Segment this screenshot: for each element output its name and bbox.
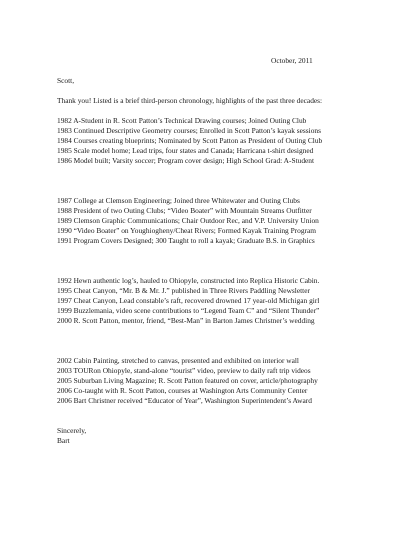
- chronology-entry: 1991 Program Covers Designed; 300 Taught to roll a kayak; Graduate B.S. in Graphics: [57, 236, 315, 245]
- chronology-entry: 2002 Cabin Painting, stretched to canvas, presented and exhibited on interior wall: [57, 356, 299, 365]
- chronology-entry: 1982 A-Student in R. Scott Patton’s Technical Drawing courses; Joined Outing Club: [57, 116, 307, 125]
- chronology-entry: 2005 Suburban Living Magazine; R. Scott Patton featured on cover, article/photography: [57, 376, 318, 385]
- chronology-entry: 1984 Courses creating blueprints; Nominated by Scott Patton as President of Outing Club: [57, 136, 323, 145]
- signature: Bart: [57, 436, 70, 445]
- chronology-entry: 2006 Co-taught with R. Scott Patton, courses at Washington Arts Community Center: [57, 386, 308, 395]
- chronology-block-1987-1991: [57, 196, 319, 246]
- chronology-entry: 1992 Hewn authentic log’s, hauled to Ohiopyle, constructed into Replica Historic Cabin.: [57, 276, 320, 285]
- chronology-entry: 1988 President of two Outing Clubs; “Video Boater” with Mountain Streams Outfitter: [57, 206, 312, 215]
- letter-date: October, 2011: [271, 56, 313, 65]
- chronology-block-1982-1986: [57, 116, 322, 166]
- chronology-entry: 1995 Cheat Canyon, “Mr. B & Mr. J.” published in Three Rivers Paddling Newsletter: [57, 286, 310, 295]
- chronology-entry: 2006 Bart Christner received “Educator of Year”, Washington Superintendent’s Award: [57, 396, 312, 405]
- chronology-entry: 2003 TOURon Ohiopyle, stand-alone “tourist” video, preview to daily raft trip videos: [57, 366, 311, 375]
- chronology-entry: 1986 Model built; Varsity soccer; Program cover design; High School Grad: A-Student: [57, 156, 315, 165]
- chronology-entry: 2000 R. Scott Patton, mentor, friend, “Best-Man” in Barton James Christner’s wedding: [57, 316, 315, 325]
- chronology-entry: 1987 College at Clemson Engineering; Joined three Whitewater and Outing Clubs: [57, 196, 300, 205]
- closing: Sincerely,: [57, 426, 87, 435]
- chronology-entry: 1990 “Video Boater” on Youghiogheny/Cheat Rivers; Formed Kayak Training Program: [57, 226, 317, 235]
- chronology-entry: 1997 Cheat Canyon, Lead constable’s raft, recovered drowned 17 year-old Michigan girl: [57, 296, 320, 305]
- chronology-block-2002-2006: [57, 356, 318, 406]
- chronology-block-1992-2000: [57, 276, 319, 326]
- salutation: Scott,: [57, 76, 75, 85]
- intro-paragraph: Thank you! Listed is a brief third-person chronology, highlights of the past three decades:: [57, 96, 323, 105]
- chronology-entry: 1989 Clemson Graphic Communications; Chair Outdoor Rec, and V.P. University Union: [57, 216, 319, 225]
- chronology-entry: 1985 Scale model home; Lead trips, four states and Canada; Harricana t-shirt designed: [57, 146, 314, 155]
- chronology-entry: 1999 Buzzlemania, video scene contributions to “Legend Team C” and “Silent Thunder”: [57, 306, 320, 315]
- chronology-entry: 1983 Continued Descriptive Geometry courses; Enrolled in Scott Patton’s kayak sessions: [57, 126, 321, 135]
